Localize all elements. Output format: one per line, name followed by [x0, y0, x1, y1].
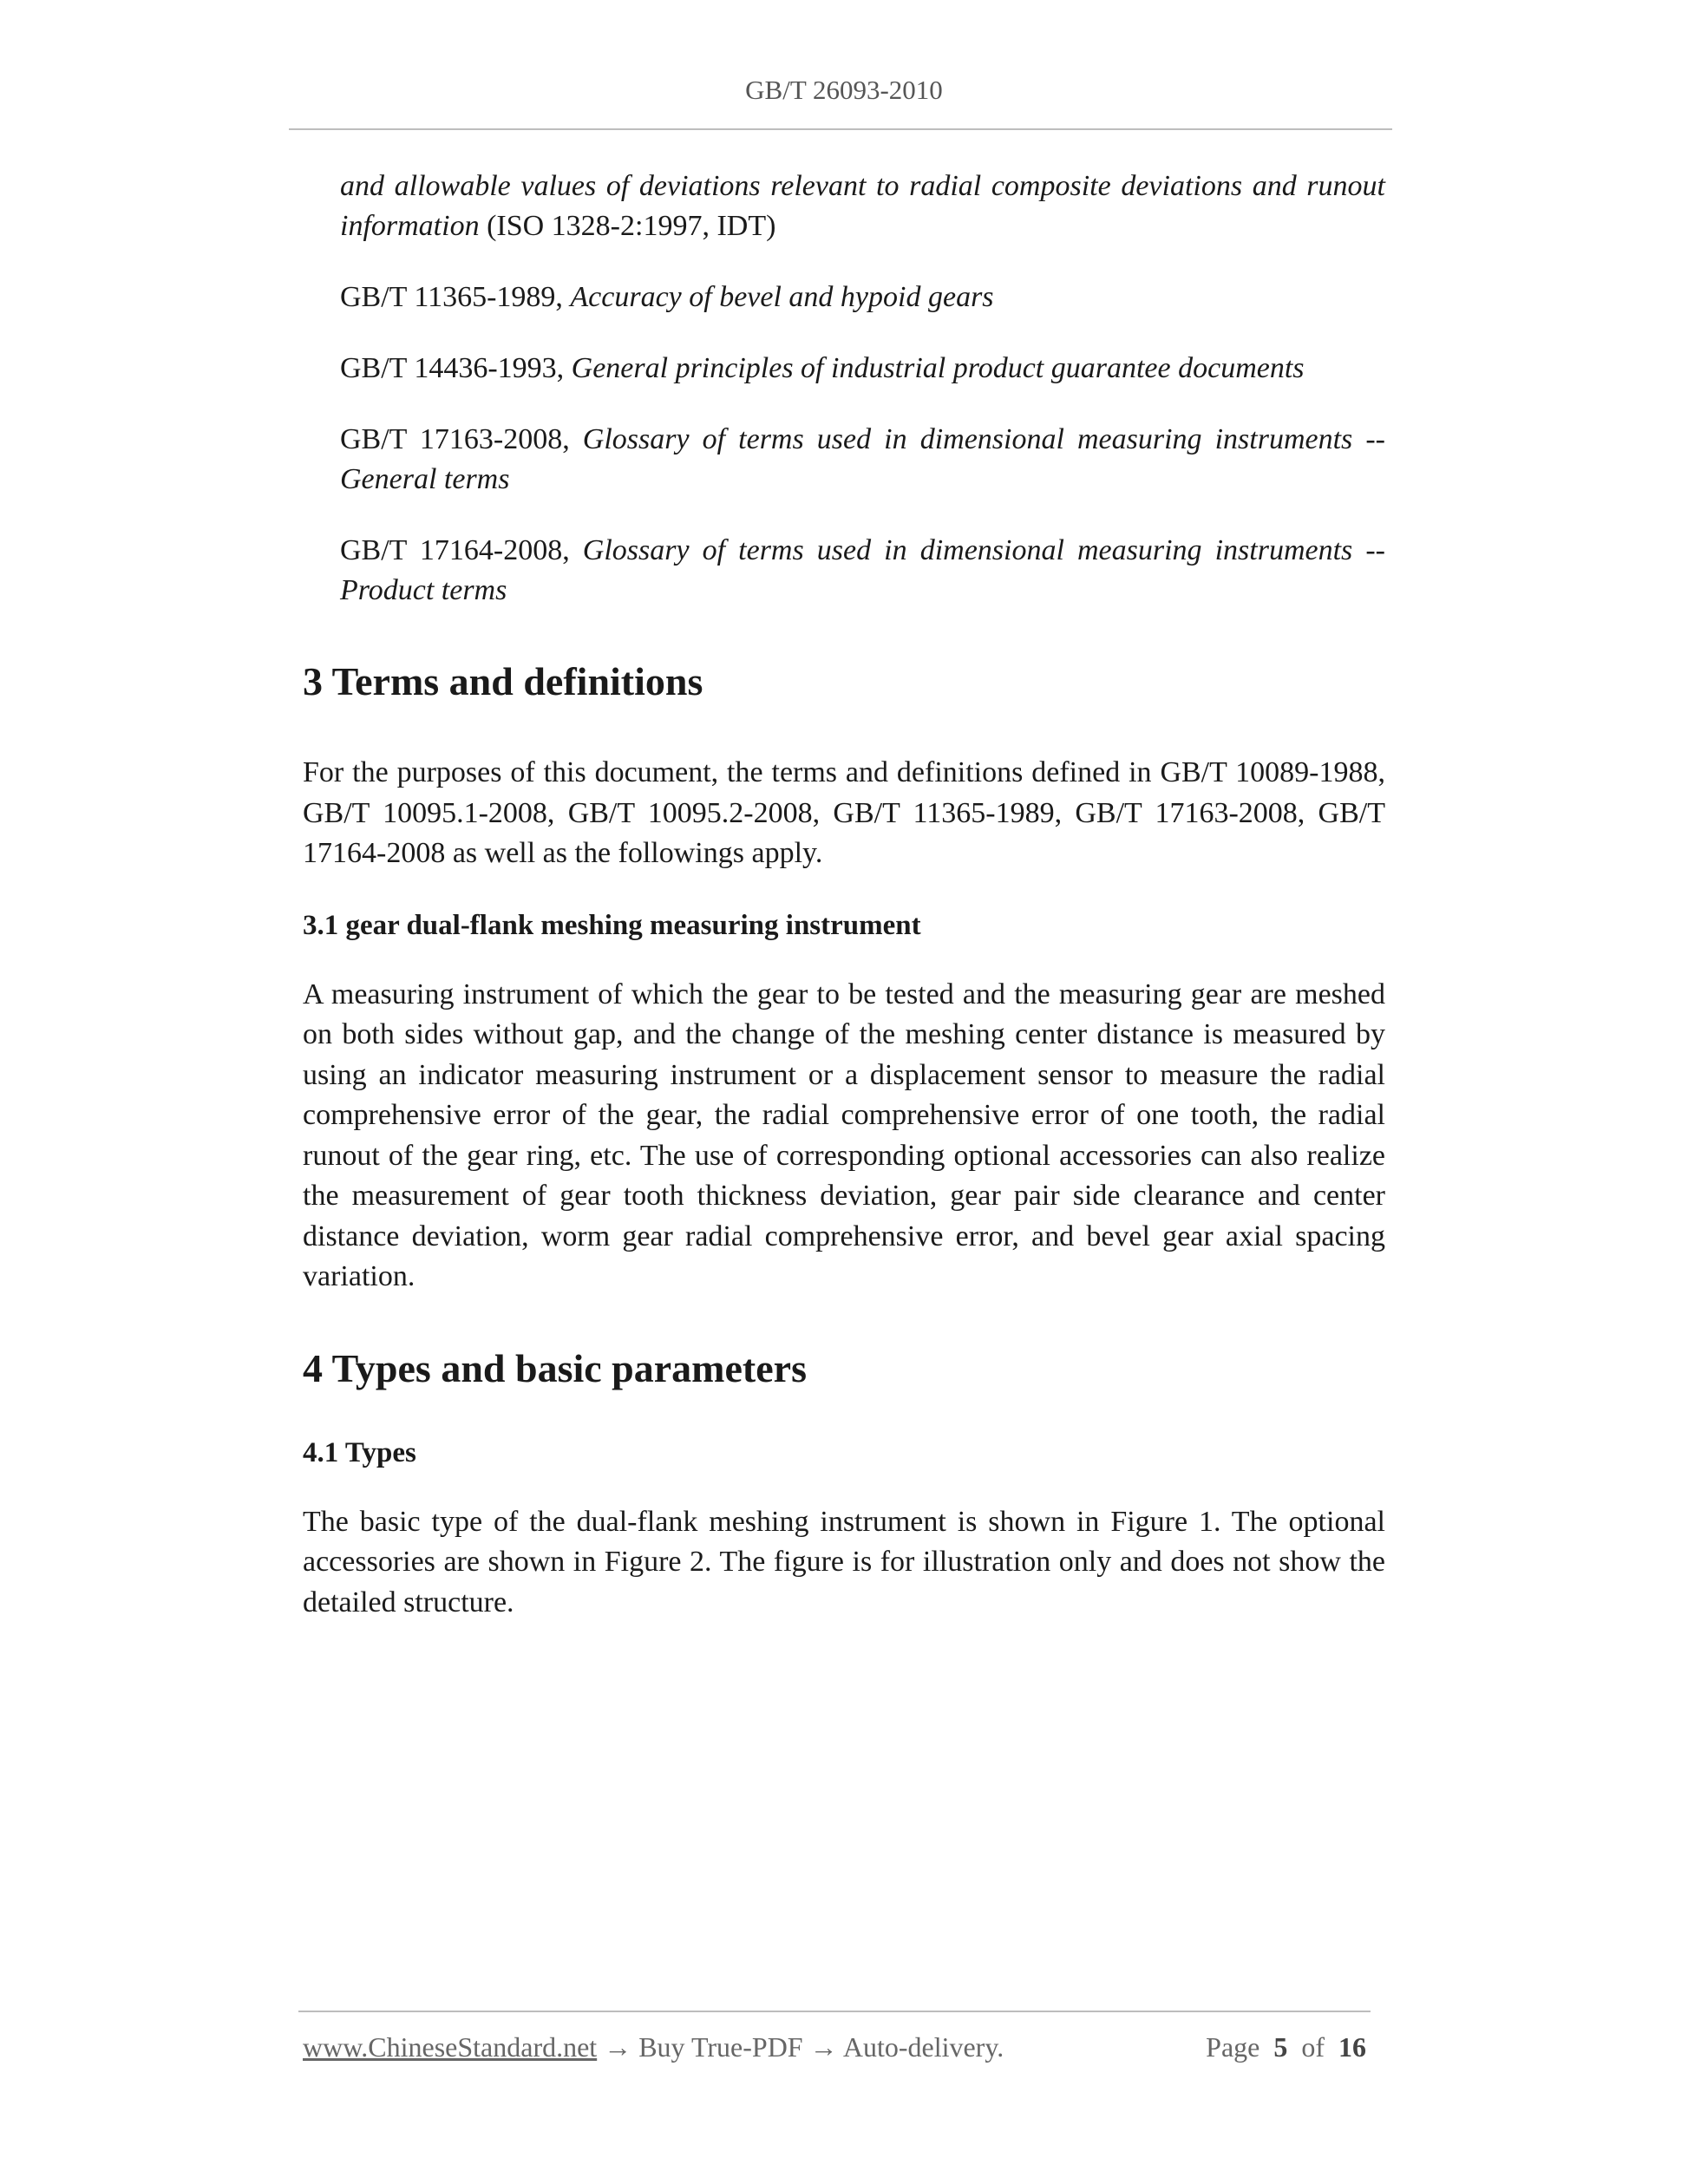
page-of: of [1301, 2031, 1325, 2063]
reference-code: GB/T 11365-1989, [340, 281, 571, 313]
reference-suffix: (ISO 1328-2:1997, IDT) [479, 210, 776, 242]
reference-code: GB/T 17163-2008, [340, 423, 583, 455]
reference-item [340, 278, 1385, 317]
page-header-standard-code: GB/T 26093-2010 [745, 75, 943, 105]
reference-title: Glossary of terms used in dimensional measuring instruments -- Product terms [340, 534, 1385, 606]
reference-title: General principles of industrial product guarantee documents [571, 352, 1305, 384]
page-total: 16 [1338, 2031, 1366, 2063]
reference-code: GB/T 14436-1993, [340, 352, 572, 384]
header-divider [289, 128, 1392, 130]
reference-item [340, 349, 1385, 389]
footer-promo-text: → Buy True-PDF → Auto-delivery. [597, 2031, 1004, 2063]
section-3-heading: 3 Terms and definitions [303, 659, 703, 703]
page-number [1206, 2031, 1366, 2063]
footer-promo [303, 2031, 1004, 2063]
reference-item [340, 531, 1385, 611]
reference-title: Accuracy of bevel and hypoid gears [570, 281, 994, 313]
document-body [303, 163, 1385, 1623]
reference-item [340, 420, 1385, 500]
footer-divider [298, 2011, 1371, 2012]
reference-title: and allowable values of deviations relevant to radial composite deviations and runout information [340, 170, 1385, 242]
subsection-3-1-body: A measuring instrument of which the gear to be tested and the measuring gear are meshed on both sides without gap, and the change of the meshing center distance is measured by using an indicator measuring instrument or a displacement sensor to measure the radial comprehensive error of the gear, the radial comprehensive error of one tooth, the radial runout of the gear ring, etc. The use of corresponding optional accessories can also realize the measurement of gear tooth thickness deviation, gear pair side clearance and center distance deviation, worm gear radial comprehensive error, and bevel gear axial spacing variation. [303, 978, 1385, 1292]
subsection-4-1-body: The basic type of the dual-flank meshing instrument is shown in Figure 1. The optional accessories are shown in Figure 2. The figure is for illustration only and does not show the detailed structure. [303, 1505, 1385, 1618]
section-3-intro: For the purposes of this document, the terms and definitions defined in GB/T 10089-1988, GB/T 10095.1-2008, GB/T 10095.2-2008, GB/T 11365-1989, GB/T 17163-2008, GB/T 17164-2008 as well as the followings apply. [303, 756, 1385, 869]
page-current: 5 [1273, 2031, 1288, 2063]
page-label: Page [1206, 2031, 1260, 2063]
reference-title: Glossary of terms used in dimensional measuring instruments -- General terms [340, 423, 1385, 495]
reference-code: GB/T 17164-2008, [340, 534, 583, 566]
subsection-4-1-heading: 4.1 Types [303, 1436, 416, 1468]
subsection-3-1-heading: 3.1 gear dual-flank meshing measuring instrument [303, 909, 921, 941]
normative-references-list [303, 167, 1385, 611]
section-4-heading: 4 Types and basic parameters [303, 1345, 807, 1390]
reference-item [340, 167, 1385, 246]
site-link[interactable]: www.ChineseStandard.net [303, 2031, 598, 2063]
